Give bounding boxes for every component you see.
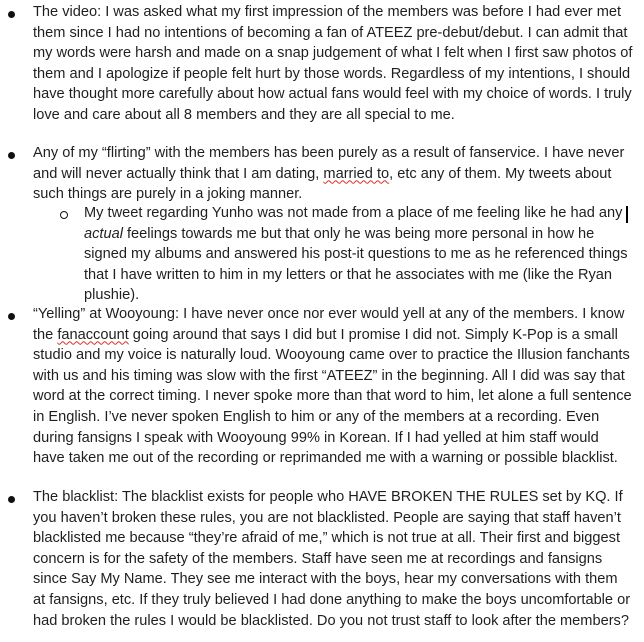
paragraph-text: My tweet regarding Yunho was not made from a place of me feeling like he had any (84, 205, 623, 221)
paragraph-yunho-tweet (84, 203, 632, 306)
paragraph-yelling (33, 304, 633, 469)
bullet-icon (8, 152, 15, 159)
paragraph-flirting (33, 143, 633, 205)
paragraph-blacklist (33, 487, 633, 631)
paragraph-text: The blacklist: The blacklist exists for people who HAVE BROKEN THE RULES set by KQ. If you haven’t broken these rules, you are not blacklisted. People are saying that staff haven’t blacklisted me because “they’re afraid of me,” which is not true at all. Their first and biggest concern is for the safety of the members. Staff have seen me at recordings and fansigns since Say My Name. They see me interact with the boys, hear my conversations with them at fansigns, etc. If they truly believed I had done anything to make the boys uncomfortable or had broken the rules I would be blacklisted. Do you not trust staff to look after the members? (33, 489, 631, 629)
paragraph-the-video (33, 2, 633, 126)
paragraph-text: going around that says I did but I promise I did not. Simply K-Pop is a small studio and my voice is naturally loud. Wooyoung came over to practice the Illusion fanchants with us and his timing was slow with the first “ATEEZ” in the beginning. All I did was say that word at the correct timing. I never spoke more than that word to him, let alone a full sentence in English. I’ve never spoken English to him or any of the members at a recording. Even during fansigns I speak with Wooyoung 99% in Korean. If I had yelled at him staff would have taken me out of the recording or reprimanded me with a warning or possible blacklist. (33, 326, 632, 467)
paragraph-text: The video: I was asked what my first impression of the members was before I had ever met them since I had no intentions of becoming a fan of ATEEZ pre-debut/debut. I can admit that my words were harsh and made on a snap judgement of what I felt when I first saw photos of them and I apologize if people felt hurt by those words. Regardless of my intentions, I should have thought more carefully about how actual fans would feel with my choice of words. I truly love and care about all 8 members and they are all special to me. (33, 4, 633, 123)
emphasized-word: actual (84, 225, 123, 242)
bullet-icon (8, 313, 15, 320)
paragraph-text: “Yelling” at Wooyoung: I have never once nor ever would yell at any of the members. I know the (33, 306, 625, 343)
bullet-icon (8, 11, 15, 18)
spellcheck-underlined-word[interactable]: married to (323, 165, 390, 182)
paragraph-text: Any of my “flirting” with the members has been purely as a result of fanservice. I have never and will never actually think that I am dating, (33, 145, 625, 182)
paragraph-text: , etc any of them. My tweets about such things are purely in a joking manner. (33, 165, 612, 203)
hollow-bullet-icon (60, 211, 68, 219)
spellcheck-underlined-word[interactable]: fanaccount (57, 326, 129, 343)
paragraph-text: feelings towards me but that only he was being more personal in how he signed my albums and answered his post-it questions to me as he referenced things that I have written to him in my letters or that he associates with me (like the Ryan plushie). (84, 225, 628, 304)
text-cursor (626, 206, 628, 223)
bullet-icon (8, 496, 15, 503)
